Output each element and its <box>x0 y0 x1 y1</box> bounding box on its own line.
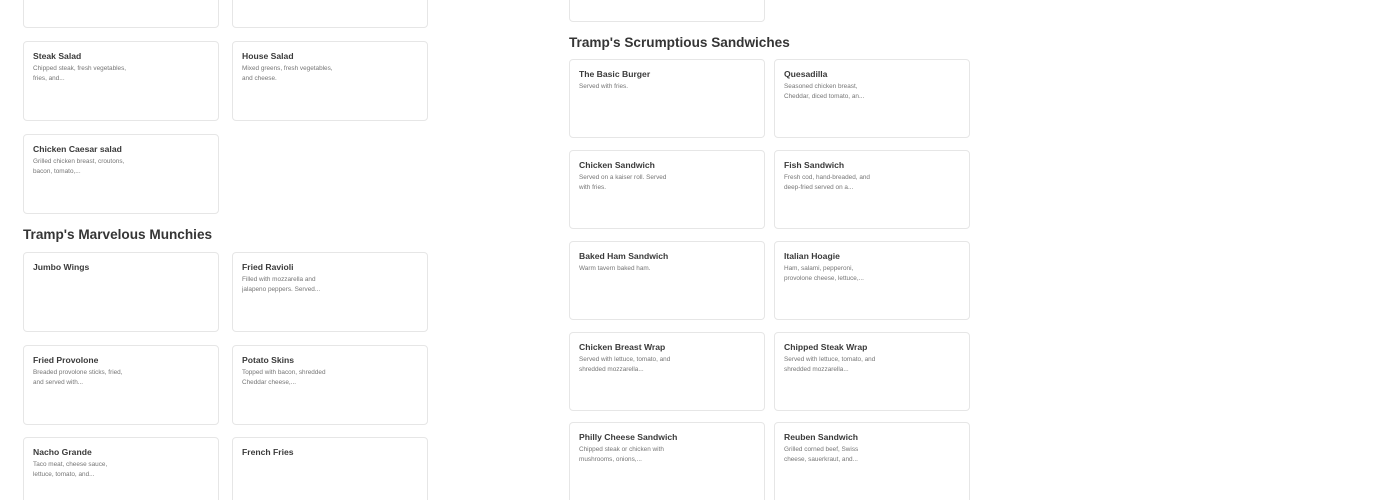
menu-item-fried-provolone[interactable] <box>23 345 219 425</box>
menu-item-card-partial[interactable] <box>23 0 219 28</box>
menu-item-chicken-caesar-salad[interactable] <box>23 134 219 214</box>
item-description: Fresh cod, hand-breaded, and deep-fried served on a... <box>784 174 870 191</box>
item-name: Italian Hoagie <box>784 251 840 261</box>
item-name: Reuben Sandwich <box>784 432 859 442</box>
item-name: French Fries <box>242 447 294 457</box>
item-name: Chicken Sandwich <box>579 160 655 170</box>
item-name: Fried Provolone <box>33 355 99 365</box>
menu-item-chicken-sandwich[interactable] <box>569 150 765 229</box>
item-description: Grilled chicken breast, croutons, bacon, tomato,... <box>33 158 125 175</box>
section-heading-munchies: Tramp's Marvelous Munchies <box>23 227 213 242</box>
item-description: Served with lettuce, tomato, and shredded mozzarella... <box>784 356 876 373</box>
menu-item-chicken-breast-wrap[interactable] <box>569 332 765 411</box>
menu-item-fish-sandwich[interactable] <box>774 150 970 229</box>
item-description: Served on a kaiser roll. Served with fries. <box>579 174 667 191</box>
item-description: Ham, salami, pepperoni, provolone cheese, lettuce,... <box>784 265 864 282</box>
item-description: Breaded provolone sticks, fried, and served with... <box>33 369 123 386</box>
item-name: Chipped Steak Wrap <box>784 342 868 352</box>
item-name: Potato Skins <box>242 355 295 365</box>
item-name: Chicken Caesar salad <box>33 144 122 154</box>
item-description: Warm tavern baked ham. <box>579 265 651 272</box>
menu-item-jumbo-wings[interactable] <box>23 252 219 332</box>
item-description: Taco meat, cheese sauce, lettuce, tomato, and... <box>33 461 108 478</box>
menu-item-italian-hoagie[interactable] <box>774 241 970 320</box>
item-name: Chicken Breast Wrap <box>579 342 666 352</box>
item-description: Served with fries. <box>579 83 629 90</box>
section-heading-sandwiches: Tramp's Scrumptious Sandwiches <box>569 35 790 50</box>
item-description: Grilled corned beef, Swiss cheese, sauerkraut, and... <box>784 446 859 463</box>
item-name: Philly Cheese Sandwich <box>579 432 678 442</box>
menu-item-house-salad[interactable] <box>232 41 428 121</box>
menu-item-potato-skins[interactable] <box>232 345 428 425</box>
item-description: Filled with mozzarella and jalapeno peppers. Served... <box>242 276 321 293</box>
menu-item-quesadilla[interactable] <box>774 59 970 138</box>
item-name: Baked Ham Sandwich <box>579 251 669 261</box>
menu-item-basic-burger[interactable] <box>569 59 765 138</box>
item-description: Topped with bacon, shredded Cheddar cheese,... <box>242 369 326 386</box>
menu-item-nacho-grande[interactable] <box>23 437 219 500</box>
item-name: Steak Salad <box>33 51 82 61</box>
menu-item-philly-cheese-sandwich[interactable] <box>569 422 765 500</box>
item-name: Fried Ravioli <box>242 262 294 272</box>
menu-item-card-partial[interactable] <box>569 0 765 22</box>
item-description: Chipped steak, fresh vegetables, fries, and... <box>33 65 127 82</box>
menu-item-baked-ham-sandwich[interactable] <box>569 241 765 320</box>
item-name: Nacho Grande <box>33 447 92 457</box>
item-name: Fish Sandwich <box>784 160 845 170</box>
menu-item-card-partial[interactable] <box>232 0 428 28</box>
menu-item-french-fries[interactable] <box>232 437 428 500</box>
item-name: Quesadilla <box>784 69 828 79</box>
item-name: House Salad <box>242 51 294 61</box>
menu-item-chipped-steak-wrap[interactable] <box>774 332 970 411</box>
item-description: Mixed greens, fresh vegetables, and cheese. <box>242 65 333 82</box>
item-description: Seasoned chicken breast, Cheddar, diced tomato, an... <box>784 83 865 100</box>
item-description: Served with lettuce, tomato, and shredded mozzarella... <box>579 356 671 373</box>
item-description: Chipped steak or chicken with mushrooms, onions,... <box>579 446 664 463</box>
menu-item-reuben-sandwich[interactable] <box>774 422 970 500</box>
item-name: Jumbo Wings <box>33 262 90 272</box>
menu-item-steak-salad[interactable] <box>23 41 219 121</box>
menu-item-fried-ravioli[interactable] <box>232 252 428 332</box>
item-name: The Basic Burger <box>579 69 651 79</box>
